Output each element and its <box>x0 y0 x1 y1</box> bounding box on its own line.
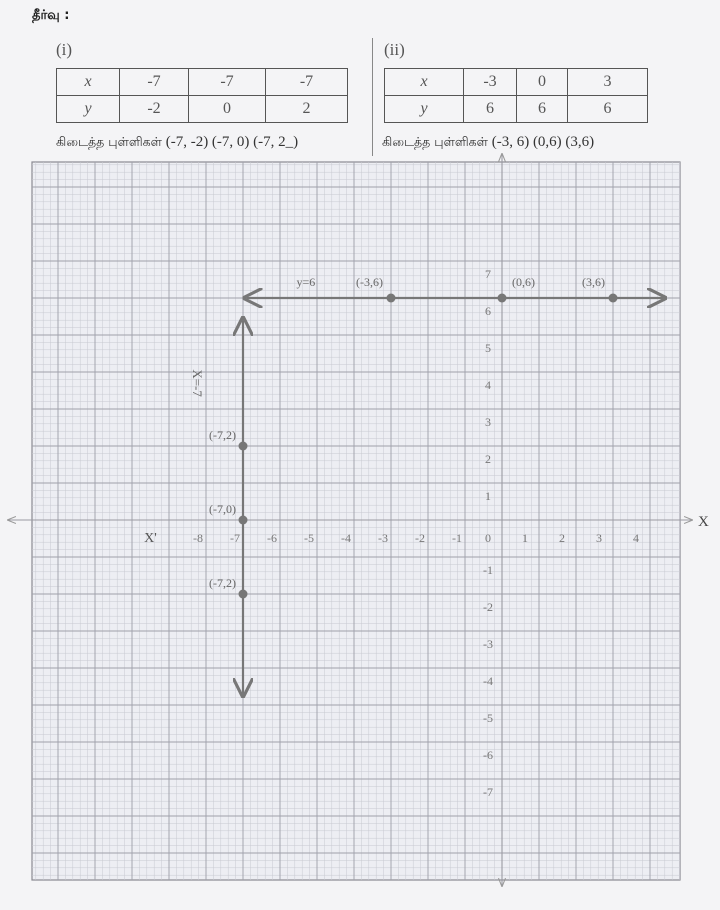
y-tick-label: 4 <box>485 378 491 392</box>
x-tick-label: -7 <box>230 531 240 545</box>
data-point <box>239 442 248 451</box>
y-tick-label: -1 <box>483 563 493 577</box>
data-point <box>387 294 396 303</box>
table-cell: 6 <box>517 96 568 123</box>
table-cell: 6 <box>568 96 648 123</box>
y-tick-label: -3 <box>483 637 493 651</box>
y-tick-label: -5 <box>483 711 493 725</box>
x-tick-label: 4 <box>633 531 639 545</box>
table-cell: -7 <box>266 69 348 96</box>
x-axis-label: X <box>698 514 709 530</box>
x-tick-label: 3 <box>596 531 602 545</box>
table-cell: x <box>385 69 464 96</box>
data-point <box>609 294 618 303</box>
y-tick-label: 3 <box>485 415 491 429</box>
series-label: X=-7 <box>190 369 205 397</box>
data-point-label: (-7,0) <box>209 502 236 516</box>
x-tick-label: -1 <box>452 531 462 545</box>
points-values: (-3, 6) (0,6) (3,6) <box>491 134 595 150</box>
x-tick-label: 1 <box>522 531 528 545</box>
table-cell: -7 <box>120 69 189 96</box>
data-point-label: (0,6) <box>512 275 535 289</box>
x-tick-label: -3 <box>378 531 388 545</box>
x-tick-label: 0 <box>485 531 491 545</box>
y-tick-label: 5 <box>485 341 491 355</box>
y-tick-label: -4 <box>483 674 493 688</box>
data-point <box>239 590 248 599</box>
data-point <box>239 516 248 525</box>
x-tick-label: -2 <box>415 531 425 545</box>
table-cell: 0 <box>517 69 568 96</box>
graph-paper <box>32 162 680 880</box>
part-i-label: (i) <box>56 40 73 59</box>
data-point-label: (3,6) <box>582 275 605 289</box>
table-cell: y <box>385 96 464 123</box>
table-cell: 2 <box>266 96 348 123</box>
y-tick-label: -2 <box>483 600 493 614</box>
table-cell: 6 <box>464 96 517 123</box>
solution-heading: தீர்வு : <box>32 8 70 23</box>
y-tick-label: 6 <box>485 304 491 318</box>
points-values: (-7, -2) (-7, 0) (-7, 2_) <box>165 134 299 150</box>
data-point <box>498 294 507 303</box>
x-axis-negative-label: X' <box>144 531 157 546</box>
table-cell: -7 <box>189 69 266 96</box>
table-cell: y <box>57 96 120 123</box>
points-label: கிடைத்த புள்ளிகள் <box>56 134 162 149</box>
x-tick-label: -6 <box>267 531 277 545</box>
data-point-label: (-7,2) <box>209 576 236 590</box>
x-tick-label: -8 <box>193 531 203 545</box>
y-tick-label: 2 <box>485 452 491 466</box>
y-tick-label: 7 <box>485 267 491 281</box>
table-cell: 3 <box>568 69 648 96</box>
table-cell: 0 <box>189 96 266 123</box>
series-label: y=6 <box>296 275 316 289</box>
table-cell: -2 <box>120 96 189 123</box>
table-cell: x <box>57 69 120 96</box>
part-ii-label: (ii) <box>384 40 405 59</box>
x-tick-label: 2 <box>559 531 565 545</box>
points-label: கிடைத்த புள்ளிகள் <box>382 134 488 149</box>
y-tick-label: 1 <box>485 489 491 503</box>
x-tick-label: -4 <box>341 531 351 545</box>
data-point-label: (-7,2) <box>209 428 236 442</box>
table-cell: -3 <box>464 69 517 96</box>
y-tick-label: -7 <box>483 785 493 799</box>
data-point-label: (-3,6) <box>356 275 383 289</box>
y-tick-label: -6 <box>483 748 493 762</box>
x-tick-label: -5 <box>304 531 314 545</box>
